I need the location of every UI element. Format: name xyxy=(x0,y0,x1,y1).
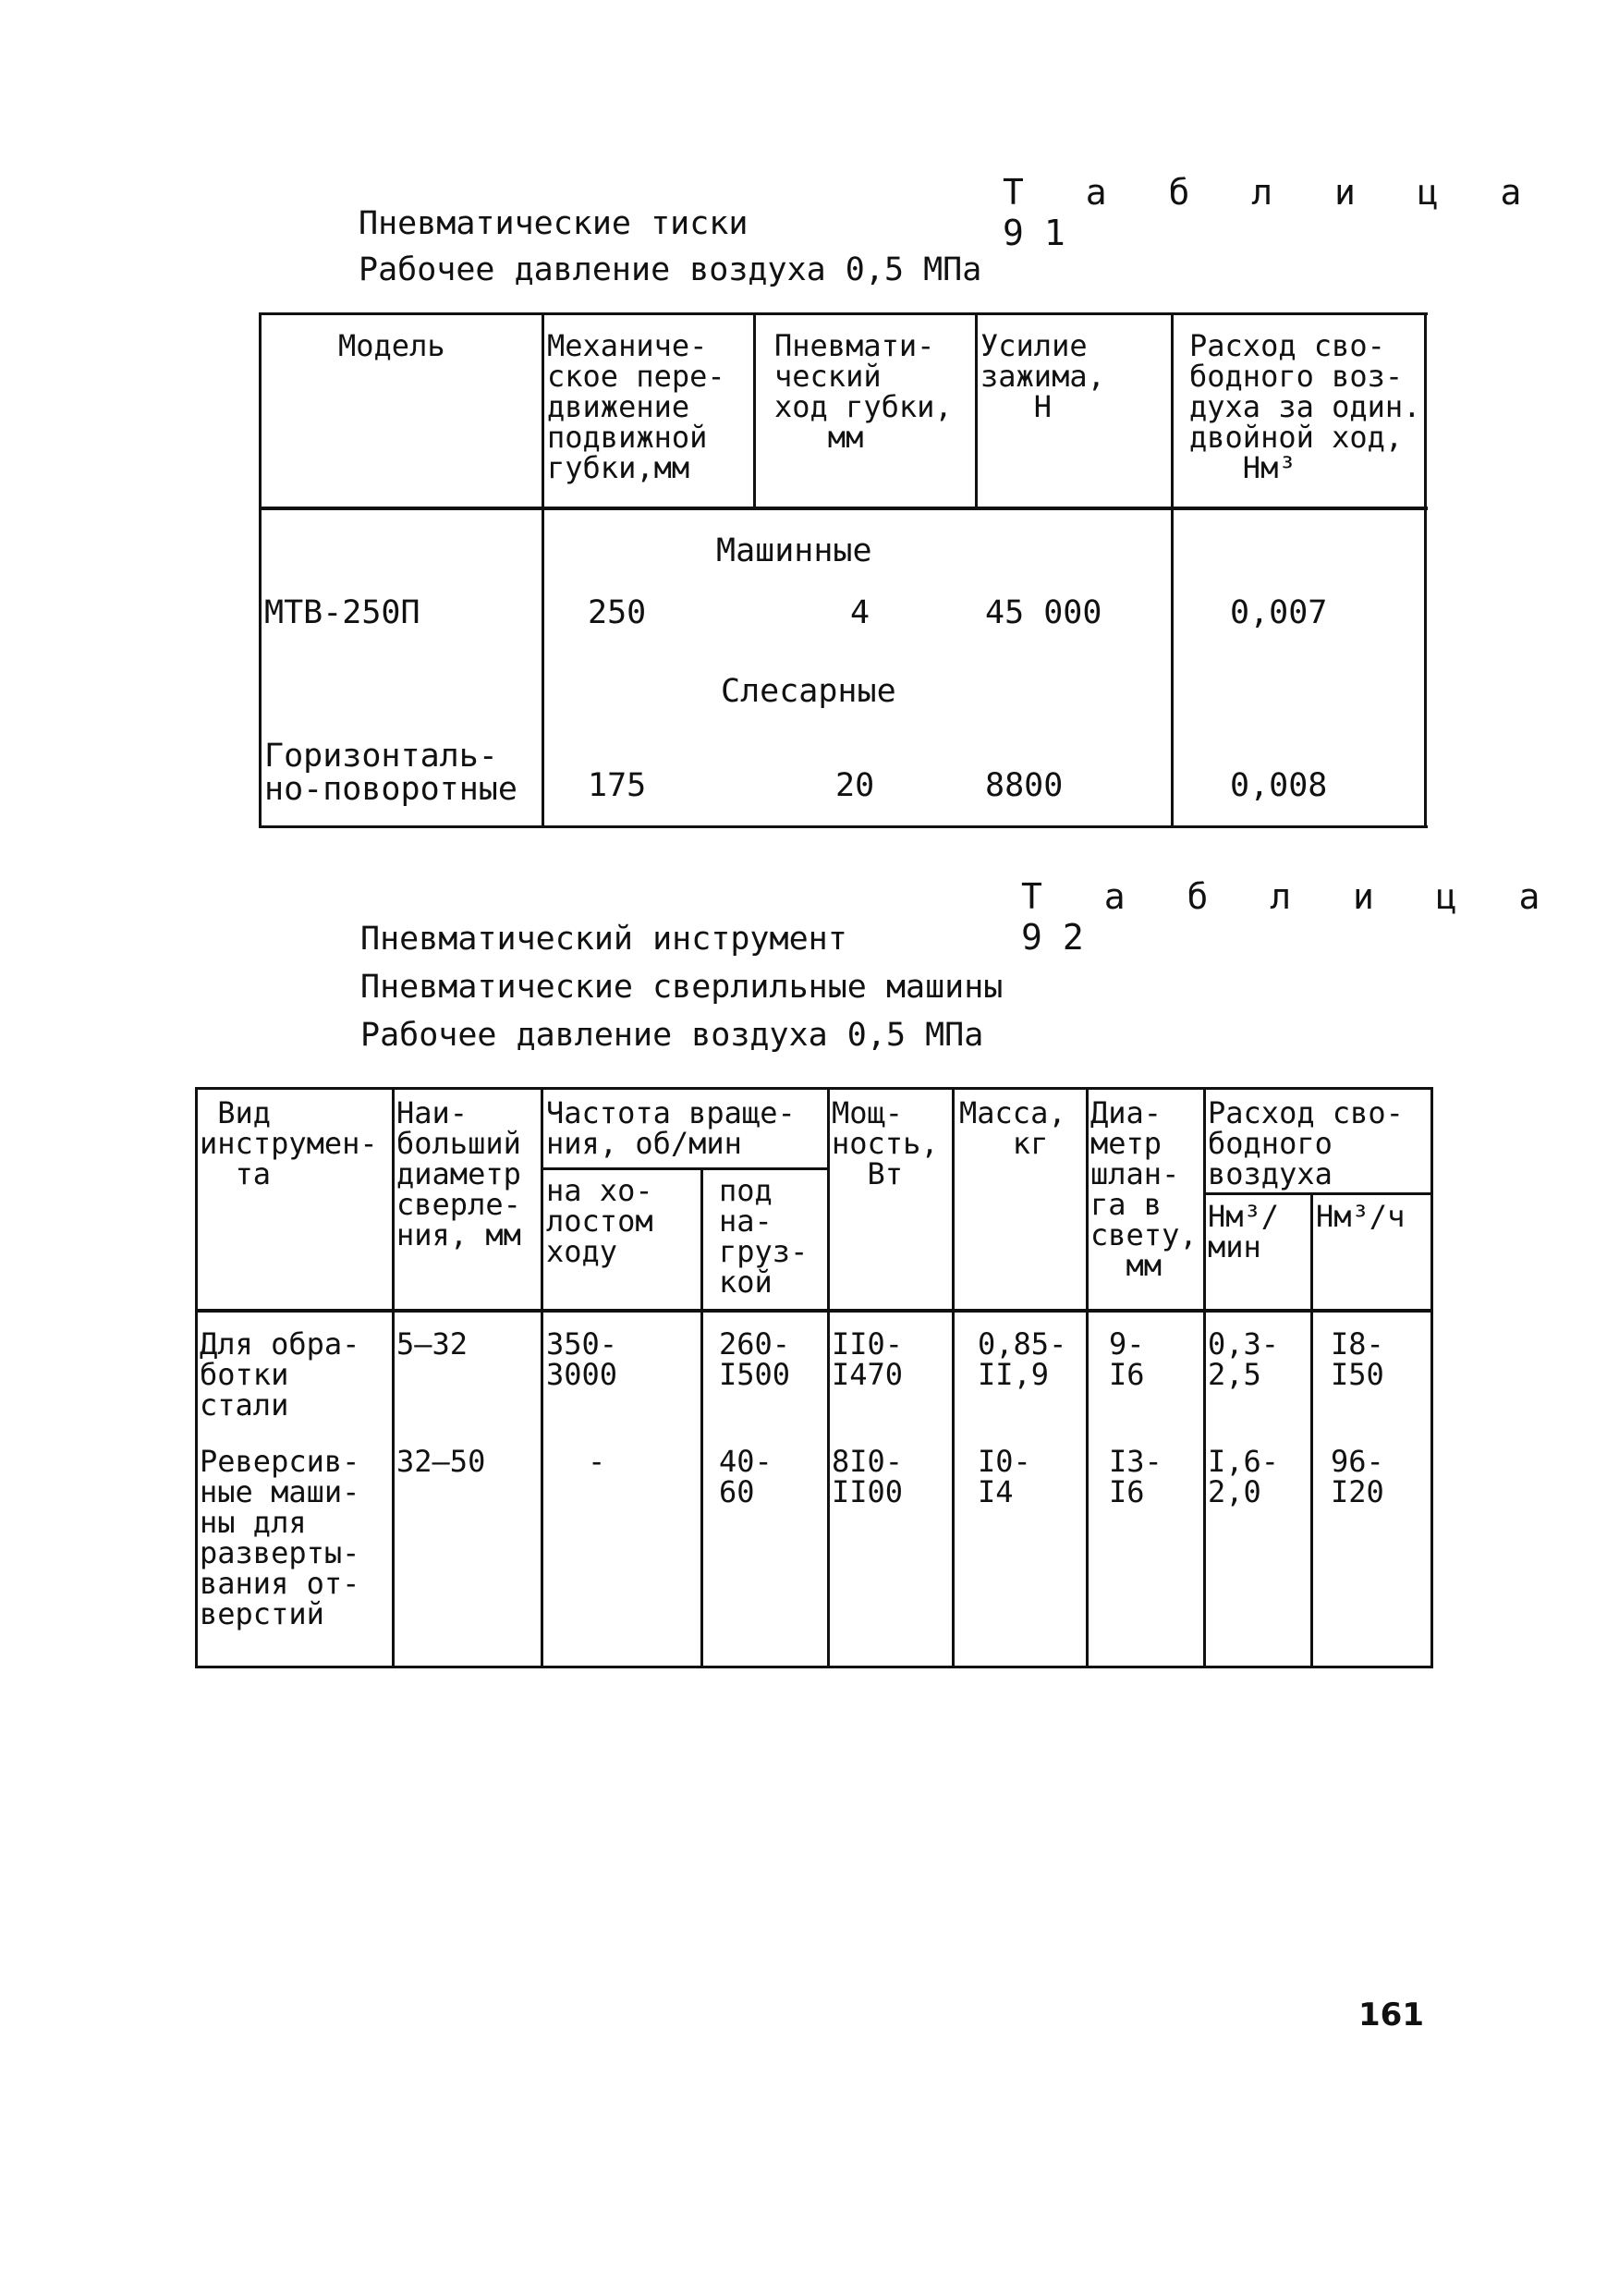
table92-flow-rule xyxy=(1203,1192,1433,1195)
table91-header-force: Усилие зажима, Н xyxy=(980,328,1105,424)
table91-row1-pneum: 4 xyxy=(850,594,870,631)
table91-title: Т а б л и ц а 91 xyxy=(1003,172,1542,253)
table91-row2-force: 8800 xyxy=(985,767,1064,804)
table92-header-flow-hour: Нм³/ч xyxy=(1316,1199,1406,1234)
table92-divider-8 xyxy=(1310,1192,1313,1668)
table92-row1-load: 260- I500 xyxy=(719,1326,791,1392)
table92-caption-1: Пневматический инструмент xyxy=(360,921,847,958)
table91-bottom-border xyxy=(259,825,1428,828)
table92-row2-load: 40- 60 xyxy=(719,1444,773,1509)
table91-caption-1: Пневматические тиски xyxy=(359,205,749,242)
table92-row2-diameter: 32–50 xyxy=(396,1444,486,1479)
table91-header-mech: Механиче- ское пере- движение подвижной губки,мм xyxy=(547,328,725,485)
table92-row2-flow-min: I,6- 2,0 xyxy=(1208,1444,1280,1509)
table92-speed-rule xyxy=(541,1167,827,1170)
table91-caption-2: Рабочее давление воздуха 0,5 МПа xyxy=(359,251,982,288)
table92-row1-diameter: 5–32 xyxy=(396,1326,469,1362)
table92-divider-2 xyxy=(541,1087,543,1668)
table92-top-border xyxy=(195,1087,1433,1090)
table91-divider-2 xyxy=(753,312,756,508)
table92-header-load: под на- груз- кой xyxy=(719,1173,809,1300)
table92-header-speed: Частота враще- ния, об/мин xyxy=(546,1095,796,1161)
table91-section-machine: Машинные xyxy=(716,532,872,569)
table91-row1-model: МТВ-250П xyxy=(264,594,420,631)
table92-header-flow: Расход сво- бодного воздуха xyxy=(1208,1095,1404,1191)
table91-row1-flow: 0,007 xyxy=(1230,594,1328,631)
table91-right-border xyxy=(1424,312,1427,828)
table91-row2-model: Горизонталь- но-поворотные xyxy=(264,738,517,808)
table92-row2-type: Реверсив- ные маши- ны для разверты- вания от- верстий xyxy=(200,1444,360,1631)
table92-header-diameter: Наи- больший диаметр сверле- ния, мм xyxy=(396,1095,521,1252)
table92-row1-type: Для обра- ботки стали xyxy=(200,1326,360,1423)
table92-divider-5 xyxy=(952,1087,955,1668)
table92-row1-power: II0- I470 xyxy=(832,1326,904,1392)
table91-row1-mech: 250 xyxy=(588,594,647,631)
table92-header-idle: на хо- лостом ходу xyxy=(546,1173,653,1269)
page-number: 161 xyxy=(1358,1997,1424,2033)
table92 xyxy=(0,1017,1619,1756)
table92-row2-flow-hour: 96- I20 xyxy=(1331,1444,1384,1509)
table91-row2-flow: 0,008 xyxy=(1230,767,1328,804)
table92-divider-1 xyxy=(392,1087,395,1668)
table91-left-border xyxy=(259,312,262,828)
table92-row1-idle: 350- 3000 xyxy=(546,1326,618,1392)
table92-left-border xyxy=(195,1087,198,1668)
table92-header-flow-min: Нм³/ мин xyxy=(1208,1199,1280,1264)
table91-divider-4 xyxy=(1171,312,1174,828)
table92-row2-idle: - xyxy=(588,1444,606,1479)
table92-header-mass: Масса, кг xyxy=(959,1095,1066,1161)
table92-bottom-border xyxy=(195,1666,1433,1668)
table92-row2-mass: I0- I4 xyxy=(978,1444,1031,1509)
table92-row2-hose: I3- I6 xyxy=(1109,1444,1163,1509)
table92-row1-hose: 9- I6 xyxy=(1109,1326,1145,1392)
table92-divider-7 xyxy=(1203,1087,1206,1668)
table92-divider-3 xyxy=(700,1167,703,1668)
table92-row1-flow-hour: I8- I50 xyxy=(1331,1326,1384,1392)
table91 xyxy=(0,0,1619,924)
table91-row2-mech: 175 xyxy=(588,767,647,804)
table91-top-border xyxy=(259,312,1428,315)
table91-row1-force: 45 000 xyxy=(985,594,1102,631)
table92-row2-power: 8I0- II00 xyxy=(832,1444,904,1509)
table91-divider-1 xyxy=(542,312,544,828)
table92-title: Т а б л и ц а 92 xyxy=(1021,876,1561,958)
table92-header-type: Вид инструмен- та xyxy=(200,1095,378,1191)
table92-divider-4 xyxy=(827,1087,830,1668)
table91-header-rule xyxy=(259,507,1428,510)
table92-header-power: Мощ- ность, Вт xyxy=(832,1095,939,1191)
table91-header-model: Модель xyxy=(338,328,445,363)
table92-header-hose: Диа- метр шлан- га в свету, мм xyxy=(1090,1095,1198,1283)
table91-divider-3 xyxy=(975,312,978,508)
table91-header-pneum: Пневмати- ческий ход губки, мм xyxy=(774,328,953,455)
table91-section-locksmith: Слесарные xyxy=(721,673,896,710)
table91-row2-pneum: 20 xyxy=(835,767,875,804)
table92-caption-3: Рабочее давление воздуха 0,5 МПа xyxy=(360,1017,984,1054)
table91-header-flow: Расход сво- бодного воз- духа за один. двойной ход, Нм³ xyxy=(1189,328,1421,485)
table92-right-border xyxy=(1430,1087,1433,1668)
table92-row1-flow-min: 0,3- 2,5 xyxy=(1208,1326,1280,1392)
table92-header-rule xyxy=(195,1309,1433,1313)
table92-caption-2: Пневматические сверлильные машины xyxy=(360,969,1004,1006)
table92-divider-6 xyxy=(1086,1087,1089,1668)
table92-row1-mass: 0,85- II,9 xyxy=(978,1326,1067,1392)
